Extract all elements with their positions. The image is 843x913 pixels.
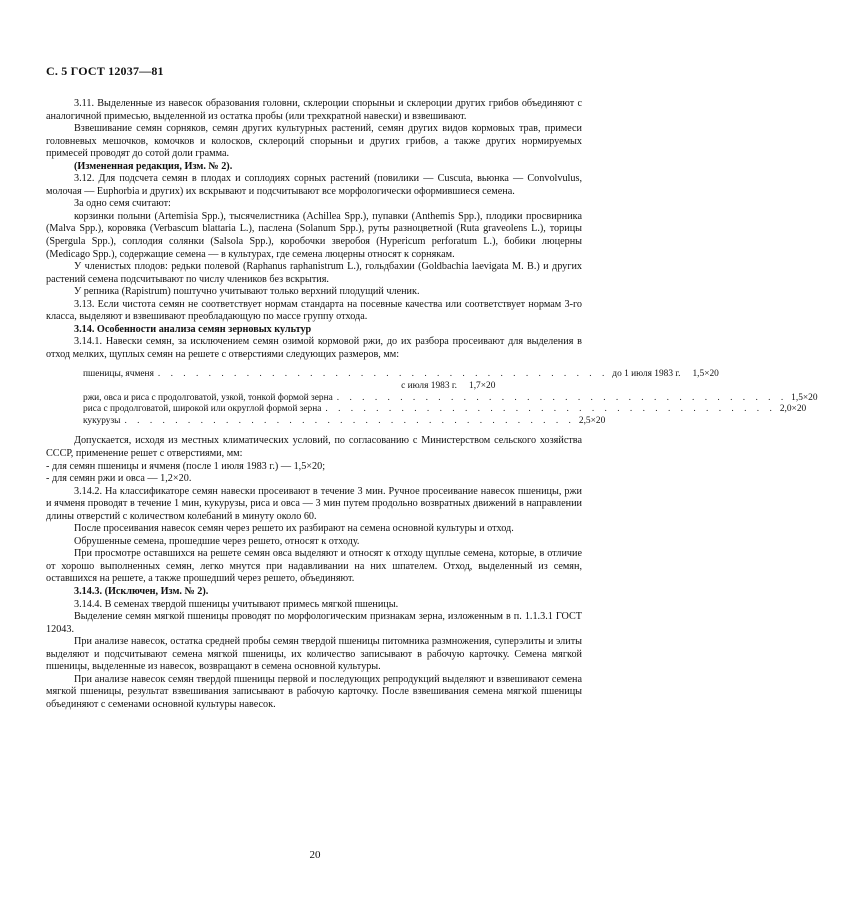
paragraph-one-seed-intro: За одно семя считают: [74, 198, 171, 210]
paragraph-one-seed-list: корзинки полыни (Artemisia Spp.), тысячелистника (Achillea Spp.), пупавки (Anthemis Spp.), плодики просвирника (Malva Spp.), коровяка (Verbascum blattaria L.), паслена (Solanum Spp.), руты разноцветной (Ruta graveolens L.), торицы (Spergula Spp.), соплодия солянки (Salsola Spp.), коробочки зверобоя (Hypericum perforatum L.), бобики люцерны (Medicago Spp.), содержащие семена — в культурах, где семена люцерны относят к сорнякам. [46, 210, 582, 260]
paragraph-oat-inspection: При просмотре оставшихся на решете семян овса выделяют и относят к отходу щуплые семена, которые, в отличие от хорошо выполненных семян, легко мнутся при надавливании на них шпателем. Отход, выделенный из семян, оставшихся на решете, а также прошедший через решето, объединяют. [46, 548, 582, 585]
paragraph-hulled-seeds: Обрушенные семена, прошедшие через решето, относят к отходу. [74, 535, 360, 547]
sieve-row-corn [83, 415, 606, 428]
paragraph-3-11: 3.11. Выделенные из навесок образования головни, склероции спорыньи и склероции других грибов объединяют с аналогичной примесью, выделенной из остатка пробы (или трехкратной навески) и взвешивают. [46, 98, 582, 122]
paragraph-3-14-3: 3.14.3. (Исключен, Изм. № 2). [74, 586, 209, 598]
sieve-date-note: с июля 1983 г. [401, 381, 457, 392]
page-number: 20 [309, 849, 321, 861]
sieve-date-note: до 1 июля 1983 г. [612, 369, 681, 380]
list-item-rye-oats: - для семян ржи и овса — 1,2×20. [46, 473, 192, 485]
sieve-sizes-list [83, 369, 818, 427]
sieve-label: пшеницы, ячменя [83, 369, 154, 380]
section-heading-3-14: 3.14. Особенности анализа семян зерновых культур [74, 323, 312, 335]
sieve-label: кукурузы [83, 415, 121, 426]
sieve-label: ржи, овса и риса с продолговатой, узкой, тонкой формой зерна [83, 392, 333, 403]
sieve-row-wheat-barley [83, 369, 719, 381]
paragraph-3-12: 3.12. Для подсчета семян в плодах и соплодиях сорных растений (повилики — Cuscuta, вьюнка — Convolvulus, молочая — Euphorbia и других) их вскрывают и подсчитывают все морфологически оформившиеся семена. [46, 173, 582, 197]
page-header: С. 5 ГОСТ 12037—81 [46, 64, 164, 78]
paragraph-reproduction-analysis: При анализе навесок семян твердой пшеницы первой и последующих репродукций выделяют и взвешивают семена мягкой пшеницы, результат взвешивания записывают в рабочую карточку. После взвешивания семена мягкой пшеницы объединяют с семенами основной культуры навесок. [46, 673, 582, 710]
paragraph-weighing: Взвешивание семян сорняков, семян других культурных растений, семян других видов кормовых трав, примеси головневых мешочков, комочков и колосков, склероций спорыньи и других грибов, а также других нормируемых примесей проводят до сотой доли грамма. [46, 123, 582, 160]
sieve-value: 1,5×20 [791, 392, 818, 403]
paragraph-amendment-note: (Измененная редакция, Изм. № 2). [74, 160, 233, 172]
sieve-row-rye-oats-rice [83, 392, 818, 405]
sieve-row-rice-wide [83, 404, 807, 416]
paragraph-local-conditions: Допускается, исходя из местных климатических условий, по согласованию с Министерством сельского хозяйства СССР, применение решет с отверстиями, мм: [46, 435, 582, 459]
leader-dots: . . . . . . . . . . . . . . . . . . . . . . . . . . . . . . . . . . . . [325, 404, 776, 415]
sieve-value: 1,5×20 [692, 369, 719, 380]
document-body [46, 98, 818, 711]
list-item-wheat-barley: - для семян пшеницы и ячменя (после 1 июля 1983 г.) — 1,5×20; [46, 460, 326, 472]
paragraph-soft-wheat-selection: Выделение семян мягкой пшеницы проводят по морфологическим признакам зерна, изложенным в п. 1.1.3.1 ГОСТ 12043. [46, 611, 582, 635]
paragraph-jointed-fruits: У членистых плодов: редьки полевой (Raphanus raphanistrum L.), гольдбахии (Goldbachia laevigata M. B.) и других растений семена подсчитывают по числу члеников без вскрытия. [46, 261, 582, 285]
leader-dots: . . . . . . . . . . . . . . . . . . . . . . . . . . . . . . . . . . . . [336, 392, 788, 403]
paragraph-rapistrum: У репника (Rapistrum) поштучно учитывают только верхний плодущий членик. [74, 286, 420, 298]
sieve-label: риса с продолговатой, широкой или округлой формой зерна [83, 404, 322, 415]
paragraph-3-14-4: 3.14.4. В семенах твердой пшеницы учитывают примесь мягкой пшеницы. [74, 598, 399, 610]
paragraph-3-13: 3.13. Если чистота семян не соответствует нормам стандарта на посевные качества или соответствует нормам 3-го класса, выделяют и взвешивают преобладающую по массе группу отхода. [46, 298, 582, 323]
sieve-value: 2,5×20 [578, 415, 606, 426]
sieve-value: 2,0×20 [779, 404, 807, 415]
paragraph-3-14-1: 3.14.1. Навески семян, за исключением семян озимой кормовой ржи, до их разбора просеивают для выделения в отход мелких, щуплых семян на решете с отверстиями следующих размеров, мм: [46, 336, 582, 360]
paragraph-3-14-2: 3.14.2. На классификаторе семян навески просеивают в течение 3 мин. Ручное просеивание навесок пшеницы, ржи и ячменя проводят в течение 1 мин, кукурузы, риса и овса — 3 мин путем продольно возвратных движений в направлении длины отверстий с количеством колебаний в минуту около 60. [46, 485, 582, 522]
paragraph-nursery-analysis: При анализе навесок, остатка средней пробы семян твердой пшеницы питомника размножения, суперэлиты и элиты выделяют и подсчитывают семена мягкой пшеницы, их количество записывают в рабочую карточку. Семена мягкой пшеницы, выделенные из навесок, возвращают в семена основной культуры. [46, 636, 582, 673]
leader-dots: . . . . . . . . . . . . . . . . . . . . . . . . . . . . . . . . . . . . [157, 369, 609, 380]
sieve-row-wheat-barley-new [83, 381, 521, 393]
leader-dots: . . . . . . . . . . . . . . . . . . . . . . . . . . . . . . . . . . . . [124, 415, 575, 426]
paragraph-after-sieving: После просеивания навесок семян через решето их разбирают на семена основной культуры и отход. [74, 523, 514, 535]
sieve-value: 1,7×20 [469, 381, 496, 392]
